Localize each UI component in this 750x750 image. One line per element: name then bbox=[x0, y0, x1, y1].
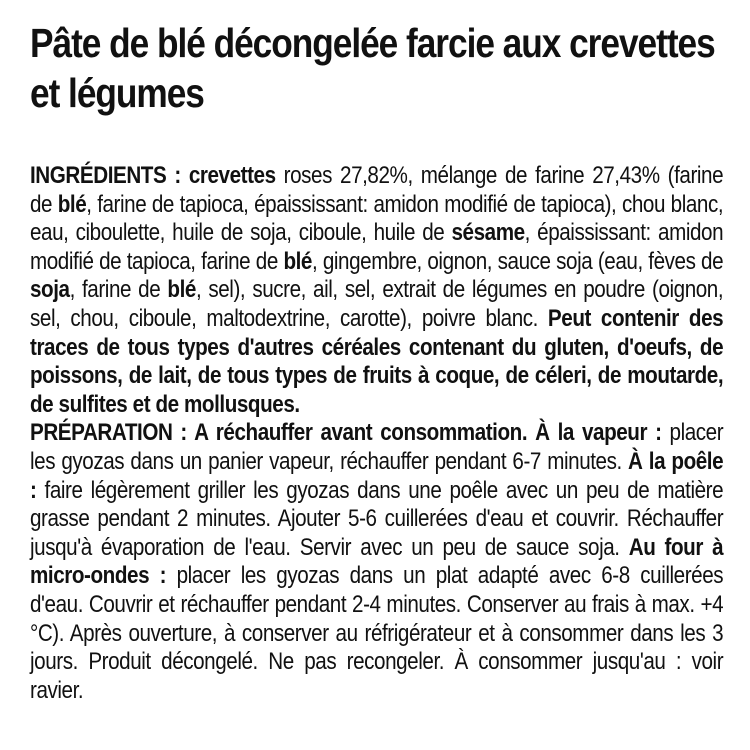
micro-ondes-label: Au four à micro-ondes : bbox=[30, 533, 724, 590]
allergen-sesame: sésame bbox=[451, 219, 525, 247]
allergen-ble-1: blé bbox=[57, 190, 87, 218]
product-label bbox=[30, 18, 722, 705]
poele-text: faire légèrement griller les gyozas dans une poêle avec un peu de matière grasse pendant 2 minutes. Ajouter 5-6 cuillerées d'eau et couvrir. Réchauffer jusqu'à évaporation de l'eau. Servir avec un peu de sauce soja. bbox=[30, 476, 724, 561]
ingredients-text-1: roses 27,82%, mélange de farine 27,43% (farine de bbox=[30, 162, 724, 218]
ingredients-text-6: , sel), sucre, ail, sel, extrait de légumes en poudre (oignon, sel, chou, ciboule, maltodextrine, carotte), poivre blanc. bbox=[30, 276, 724, 332]
allergen-ble-3: blé bbox=[167, 276, 196, 304]
micro-ondes-text: placer les gyozas dans un plat adapté avec 6-8 cuillerées d'eau. Couvrir et réchauffer pendant 2-4 minutes. Conserver au frais à max. +4 °C). Après ouverture, à conserver au réfrigérateur et à consommer dans les 3 jours. Produit décongelé. Ne pas recongeler. À consommer jusqu'au : voir ravier. bbox=[30, 562, 724, 704]
allergen-traces-statement: Peut contenir des traces de tous types d'autres céréales contenant du gluten, d'oeufs, de poissons, de lait, de tous types de fruits à coque, de céleri, de moutarde, de sulfites et de mollusques. bbox=[30, 304, 724, 418]
allergen-crevettes: crevettes bbox=[188, 162, 276, 189]
vapeur-text: placer les gyozas dans un panier vapeur, réchauffer pendant 6-7 minutes. bbox=[30, 419, 724, 475]
ingredients-text-4: , gingembre, oignon, sauce soja (eau, fèves de bbox=[311, 247, 724, 275]
vapeur-label: À la vapeur : bbox=[535, 419, 662, 447]
preparation-heading: PRÉPARATION : A réchauffer avant consommation. bbox=[30, 419, 528, 447]
allergen-soja: soja bbox=[30, 276, 70, 304]
ingredients-text-5: , farine de bbox=[69, 276, 168, 304]
ingredients-heading: INGRÉDIENTS : bbox=[30, 162, 181, 189]
ingredients-paragraph bbox=[30, 162, 723, 419]
preparation-paragraph bbox=[30, 419, 723, 705]
allergen-ble-2: blé bbox=[283, 247, 312, 275]
label-body bbox=[30, 162, 723, 705]
poele-label: À la poêle : bbox=[30, 447, 724, 504]
ingredients-text-2: , farine de tapioca, épaississant: amidon modifié de tapioca), chou blanc, eau, ciboulette, huile de soja, ciboule, huile de bbox=[30, 190, 724, 247]
ingredients-text-3: , épaississant: amidon modifié de tapioca, farine de bbox=[30, 219, 724, 275]
product-title: Pâte de blé décongelée farcie aux crevettes et légumes bbox=[30, 20, 715, 116]
